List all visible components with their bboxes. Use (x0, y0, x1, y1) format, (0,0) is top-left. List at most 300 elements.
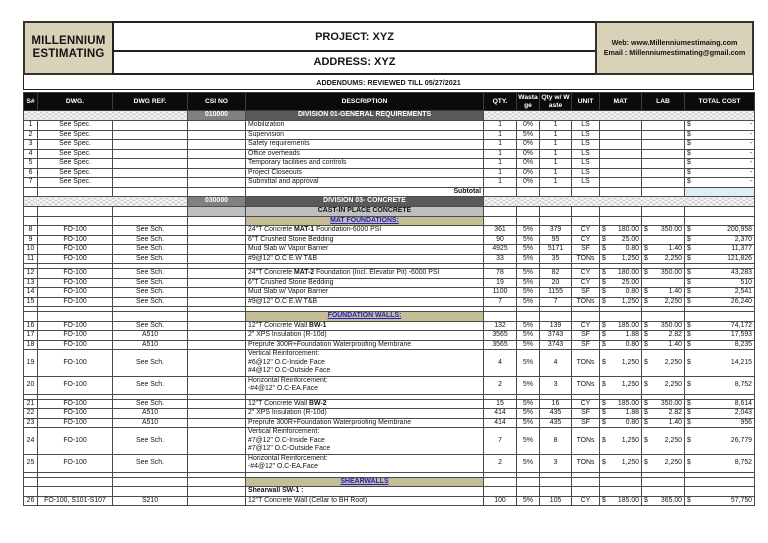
dwg: FO-100 (38, 235, 113, 245)
dwg-ref (113, 149, 188, 159)
cell (24, 216, 38, 226)
dwg-ref: See Sch. (113, 428, 188, 455)
qty: 100 (484, 496, 517, 506)
mat-rate: $ 185.00 (600, 399, 642, 409)
table-row (24, 149, 755, 159)
total-cost: $ 8,614 (685, 399, 755, 409)
dwg-ref: See Sch. (113, 350, 188, 377)
serial-number: 25 (24, 454, 38, 472)
dwg-ref: See Sch. (113, 269, 188, 279)
cell (540, 487, 572, 497)
cell (188, 331, 246, 341)
qty-with-waste: 105 (540, 496, 572, 506)
wastage: 5% (517, 288, 540, 298)
total-cost: $ - (685, 149, 755, 159)
serial-number: 6 (24, 168, 38, 178)
cell (38, 312, 113, 322)
unit: TONs (572, 297, 600, 307)
pattern-cell (24, 111, 188, 121)
unit: SF (572, 409, 600, 419)
dwg-ref: See Sch. (113, 245, 188, 255)
dwg: FO-100 (38, 340, 113, 350)
qty: 414 (484, 409, 517, 419)
mat-rate: $ 1.88 (600, 331, 642, 341)
mat-rate (600, 149, 642, 159)
cell (600, 187, 642, 197)
subtotal-label: Subtotal (246, 187, 484, 197)
dwg: FO-100 (38, 278, 113, 288)
cell (188, 149, 246, 159)
dwg: FO-100, S101-S107 (38, 496, 113, 506)
qty-with-waste: 4 (540, 350, 572, 377)
qty: 3565 (484, 331, 517, 341)
serial-number: 11 (24, 254, 38, 264)
wastage: 0% (517, 159, 540, 169)
wastage: 5% (517, 350, 540, 377)
lab-rate: $ 2,250 (642, 350, 685, 377)
dwg-ref: A510 (113, 418, 188, 428)
serial-number: 22 (24, 409, 38, 419)
total-cost: $ 121,826 (685, 254, 755, 264)
cell (38, 187, 113, 197)
description: Preprufe 300R+Foundation Waterproofing Membrane (246, 418, 484, 428)
cell (188, 254, 246, 264)
lab-rate: $ 350.00 (642, 226, 685, 236)
csi-code: 010000 (188, 111, 246, 121)
total-cost: $ 26,779 (685, 428, 755, 455)
cell (600, 312, 642, 322)
cell (113, 187, 188, 197)
wastage: 5% (517, 269, 540, 279)
cell (113, 216, 188, 226)
qty-with-waste: 5171 (540, 245, 572, 255)
cell (24, 187, 38, 197)
cell (38, 207, 113, 217)
cell (38, 487, 113, 497)
dwg: See Spec. (38, 178, 113, 188)
qty: 4925 (484, 245, 517, 255)
company-logo (23, 21, 114, 75)
total-cost: $ 8,235 (685, 340, 755, 350)
serial-number: 9 (24, 235, 38, 245)
unit: SF (572, 340, 600, 350)
cell (113, 207, 188, 217)
cell (517, 477, 540, 487)
dwg-ref (113, 168, 188, 178)
dwg-ref (113, 121, 188, 131)
qty: 19 (484, 278, 517, 288)
lab-rate: $ 2,250 (642, 254, 685, 264)
description: #9@12" O.C E.W T&B (246, 254, 484, 264)
cell (188, 235, 246, 245)
description: Supervision (246, 130, 484, 140)
qty: 1 (484, 159, 517, 169)
dwg: FO-100 (38, 350, 113, 377)
dwg: See Spec. (38, 149, 113, 159)
cell (24, 207, 38, 217)
cell (642, 487, 685, 497)
cell (572, 207, 600, 217)
cell (188, 376, 246, 394)
qty: 2 (484, 376, 517, 394)
lab-rate: $ 1.40 (642, 245, 685, 255)
section-header-row (24, 216, 755, 226)
cell (188, 477, 246, 487)
wastage: 5% (517, 454, 540, 472)
column-header: DWG. (38, 93, 113, 111)
qty: 3565 (484, 340, 517, 350)
table-header-row (24, 93, 755, 111)
description: 24"T Concrete MAT-2 Foundation (Incl. Elevator Pit) -6000 PSI (246, 269, 484, 279)
cell (188, 399, 246, 409)
table-row (24, 121, 755, 131)
dwg: FO-100 (38, 418, 113, 428)
lab-rate: $ 1.40 (642, 340, 685, 350)
description: Safety requirements (246, 140, 484, 150)
serial-number: 13 (24, 278, 38, 288)
table-row (24, 331, 755, 341)
table-row (24, 428, 755, 455)
mat-rate: $ 25.00 (600, 278, 642, 288)
dwg: FO-100 (38, 245, 113, 255)
cell (188, 216, 246, 226)
serial-number: 4 (24, 149, 38, 159)
wastage: 5% (517, 235, 540, 245)
dwg: See Spec. (38, 130, 113, 140)
lab-rate (642, 121, 685, 131)
qty-with-waste: 1 (540, 149, 572, 159)
cell (484, 312, 517, 322)
cell (517, 487, 540, 497)
wastage: 0% (517, 168, 540, 178)
division-row (24, 111, 755, 121)
qty-with-waste: 1 (540, 168, 572, 178)
description: Vertical Reinforcement: #6@12" O.C-Inside Face #4@12" O.C-Outside Face (246, 350, 484, 377)
unit: LS (572, 168, 600, 178)
cell (188, 496, 246, 506)
cell (188, 207, 246, 217)
table-row (24, 278, 755, 288)
mat-rate: $ 1,250 (600, 428, 642, 455)
column-header: Wastage (518, 94, 538, 109)
total-cost: $ 2,370 (685, 235, 755, 245)
unit: LS (572, 121, 600, 131)
mat-rate (600, 130, 642, 140)
lab-rate (642, 178, 685, 188)
total-cost: $ - (685, 121, 755, 131)
cell (188, 121, 246, 131)
cell (188, 297, 246, 307)
description: 6"T Crushed Stone Bedding (246, 278, 484, 288)
lab-rate (642, 159, 685, 169)
column-header: MAT (600, 93, 642, 111)
dwg-ref: See Sch. (113, 278, 188, 288)
wastage: 5% (517, 409, 540, 419)
mat-rate: $ 25.00 (600, 235, 642, 245)
description: 24"T Concrete MAT-1 Foundation-6000 PSI (246, 226, 484, 236)
qty: 1 (484, 178, 517, 188)
cell (517, 207, 540, 217)
column-header: TOTAL COST (685, 93, 755, 111)
cell (685, 487, 755, 497)
dwg: FO-100 (38, 321, 113, 331)
lab-rate: $ 365.00 (642, 496, 685, 506)
unit: LS (572, 178, 600, 188)
unit: LS (572, 159, 600, 169)
dwg-ref: See Sch. (113, 297, 188, 307)
total-cost: $ 510 (685, 278, 755, 288)
wastage: 5% (517, 130, 540, 140)
description: 2" XPS Insulation (R-10d) (246, 409, 484, 419)
lab-rate (642, 278, 685, 288)
section-title: MAT FOUNDATIONS: (246, 216, 484, 226)
qty: 33 (484, 254, 517, 264)
dwg-ref: See Sch. (113, 454, 188, 472)
table-row (24, 376, 755, 394)
total-cost: $ - (685, 140, 755, 150)
section-header-row (24, 312, 755, 322)
cell (113, 312, 188, 322)
description: Submittal and approval (246, 178, 484, 188)
mat-rate: $ 0.80 (600, 418, 642, 428)
cell (188, 487, 246, 497)
qty: 132 (484, 321, 517, 331)
cell (188, 245, 246, 255)
total-cost: $ - (685, 159, 755, 169)
description: 6"T Crushed Stone Bedding (246, 235, 484, 245)
mat-rate: $ 1,250 (600, 254, 642, 264)
dwg-ref (113, 178, 188, 188)
wastage: 0% (517, 140, 540, 150)
wastage: 0% (517, 121, 540, 131)
pattern-cell (484, 197, 755, 207)
description: Project Closeouts (246, 168, 484, 178)
total-cost: $ 57,750 (685, 496, 755, 506)
total-cost: $ - (685, 178, 755, 188)
mat-rate: $ 1,250 (600, 454, 642, 472)
cell (642, 207, 685, 217)
cell (484, 187, 517, 197)
subtotal-value-cell (685, 187, 755, 197)
section-title: SHEARWALLS (246, 477, 484, 487)
description: 12"T Concrete Wall BW-1 (246, 321, 484, 331)
qty-with-waste: 139 (540, 321, 572, 331)
cell (517, 216, 540, 226)
cell (642, 216, 685, 226)
cell (642, 477, 685, 487)
table-row (24, 140, 755, 150)
cell (685, 312, 755, 322)
dwg: See Spec. (38, 168, 113, 178)
cell (572, 216, 600, 226)
unit: CY (572, 269, 600, 279)
column-header: CSI NO (188, 93, 246, 111)
table-row (24, 269, 755, 279)
dwg: FO-100 (38, 428, 113, 455)
wastage: 0% (517, 149, 540, 159)
company-name-line1: MILLENNIUM (31, 35, 106, 47)
serial-number: 2 (24, 130, 38, 140)
unit: SF (572, 331, 600, 341)
description: 12"T Concrete Wall BW-2 (246, 399, 484, 409)
table-body (24, 111, 755, 506)
wastage: 5% (517, 331, 540, 341)
lab-rate: $ 2.82 (642, 409, 685, 419)
qty-with-waste: 95 (540, 235, 572, 245)
table-header (24, 93, 755, 111)
serial-number: 7 (24, 178, 38, 188)
description: Temporary facilities and controls (246, 159, 484, 169)
qty: 4 (484, 350, 517, 377)
cell: Shearwall SW-1 : (246, 487, 484, 497)
mat-rate: $ 0.80 (600, 288, 642, 298)
cell (540, 216, 572, 226)
dwg-ref: A510 (113, 331, 188, 341)
dwg-ref (113, 159, 188, 169)
cell (540, 187, 572, 197)
lab-rate: $ 350.00 (642, 269, 685, 279)
qty-with-waste: 435 (540, 409, 572, 419)
cell (188, 159, 246, 169)
cell (113, 487, 188, 497)
description: Office overheads (246, 149, 484, 159)
wastage: 5% (517, 340, 540, 350)
qty: 7 (484, 428, 517, 455)
column-header: DWG REF. (113, 93, 188, 111)
unit: LS (572, 140, 600, 150)
column-header: S# (24, 93, 38, 111)
description: Vertical Reinforcement: #7@12" O.C-Inside Face #7@12" O.C-Outside Face (246, 428, 484, 455)
qty-with-waste: 435 (540, 418, 572, 428)
table-row (24, 178, 755, 188)
unit: CY (572, 399, 600, 409)
lab-rate: $ 1.40 (642, 288, 685, 298)
cell (484, 477, 517, 487)
dwg-ref: See Sch. (113, 254, 188, 264)
qty-with-waste: 20 (540, 278, 572, 288)
serial-number: 21 (24, 399, 38, 409)
total-cost: $ 43,283 (685, 269, 755, 279)
cell (484, 207, 517, 217)
serial-number: 8 (24, 226, 38, 236)
wastage: 5% (517, 278, 540, 288)
cell (24, 477, 38, 487)
description: Mud Slab w/ Vapor Barrier (246, 288, 484, 298)
table-row (24, 235, 755, 245)
cell (188, 428, 246, 455)
lab-rate: $ 1.40 (642, 418, 685, 428)
qty: 1 (484, 130, 517, 140)
serial-number: 12 (24, 269, 38, 279)
dwg: FO-100 (38, 331, 113, 341)
mat-rate (600, 178, 642, 188)
addendum-note: ADDENDUMS: REVIEWED TILL 05/27/2021 (23, 75, 754, 90)
cell (188, 269, 246, 279)
cell (484, 487, 517, 497)
wastage: 5% (517, 399, 540, 409)
total-cost: $ 14,215 (685, 350, 755, 377)
dwg-ref (113, 130, 188, 140)
pattern-cell (24, 197, 188, 207)
qty: 1100 (484, 288, 517, 298)
unit: TONs (572, 376, 600, 394)
mat-rate: $ 185.00 (600, 321, 642, 331)
mat-rate: $ 1,250 (600, 350, 642, 377)
qty-with-waste: 3 (540, 454, 572, 472)
cell (484, 216, 517, 226)
cell (572, 487, 600, 497)
mat-rate: $ 1,250 (600, 376, 642, 394)
unit: TONs (572, 254, 600, 264)
unit: CY (572, 496, 600, 506)
description: Mobilization (246, 121, 484, 131)
dwg-ref: See Sch. (113, 226, 188, 236)
section-header-row (24, 477, 755, 487)
lab-rate: $ 2,250 (642, 297, 685, 307)
serial-number: 17 (24, 331, 38, 341)
dwg-ref: A510 (113, 409, 188, 419)
dwg-ref (113, 140, 188, 150)
cell (517, 187, 540, 197)
serial-number: 3 (24, 140, 38, 150)
qty-with-waste: 1 (540, 178, 572, 188)
serial-number: 23 (24, 418, 38, 428)
qty: 90 (484, 235, 517, 245)
section-title: FOUNDATION WALLS: (246, 312, 484, 322)
cell (642, 312, 685, 322)
table-row (24, 245, 755, 255)
serial-number: 20 (24, 376, 38, 394)
mat-rate: $ 0.80 (600, 340, 642, 350)
total-cost: $ 26,240 (685, 297, 755, 307)
qty-with-waste: 3743 (540, 340, 572, 350)
qty: 1 (484, 121, 517, 131)
column-header: LAB (642, 93, 685, 111)
dwg-ref: See Sch. (113, 321, 188, 331)
wastage: 5% (517, 254, 540, 264)
serial-number: 19 (24, 350, 38, 377)
mat-rate: $ 1.88 (600, 409, 642, 419)
qty-with-waste: 1 (540, 130, 572, 140)
dwg: FO-100 (38, 288, 113, 298)
wastage: 5% (517, 496, 540, 506)
wastage: 5% (517, 376, 540, 394)
total-cost: $ 74,172 (685, 321, 755, 331)
mat-rate (600, 140, 642, 150)
lab-rate: $ 2.82 (642, 331, 685, 341)
description: #9@12" O.C E.W T&B (246, 297, 484, 307)
total-cost: $ 2,043 (685, 409, 755, 419)
table-row (24, 454, 755, 472)
cell (572, 477, 600, 487)
address-title: ADDRESS: XYZ (112, 50, 597, 75)
total-cost: $ 8,752 (685, 376, 755, 394)
dwg: FO-100 (38, 376, 113, 394)
cell (600, 207, 642, 217)
mat-rate: $ 180.00 (600, 269, 642, 279)
unit: LS (572, 149, 600, 159)
serial-number: 18 (24, 340, 38, 350)
column-header: QTY. (484, 93, 517, 111)
qty-with-waste: 1 (540, 159, 572, 169)
cell (572, 312, 600, 322)
dwg-ref: See Sch. (113, 399, 188, 409)
table-row (24, 168, 755, 178)
description: Preprufe 300R+Foundation Waterproofing Membrane (246, 340, 484, 350)
cell (188, 454, 246, 472)
total-cost: $ 200,958 (685, 226, 755, 236)
division-row (24, 197, 755, 207)
